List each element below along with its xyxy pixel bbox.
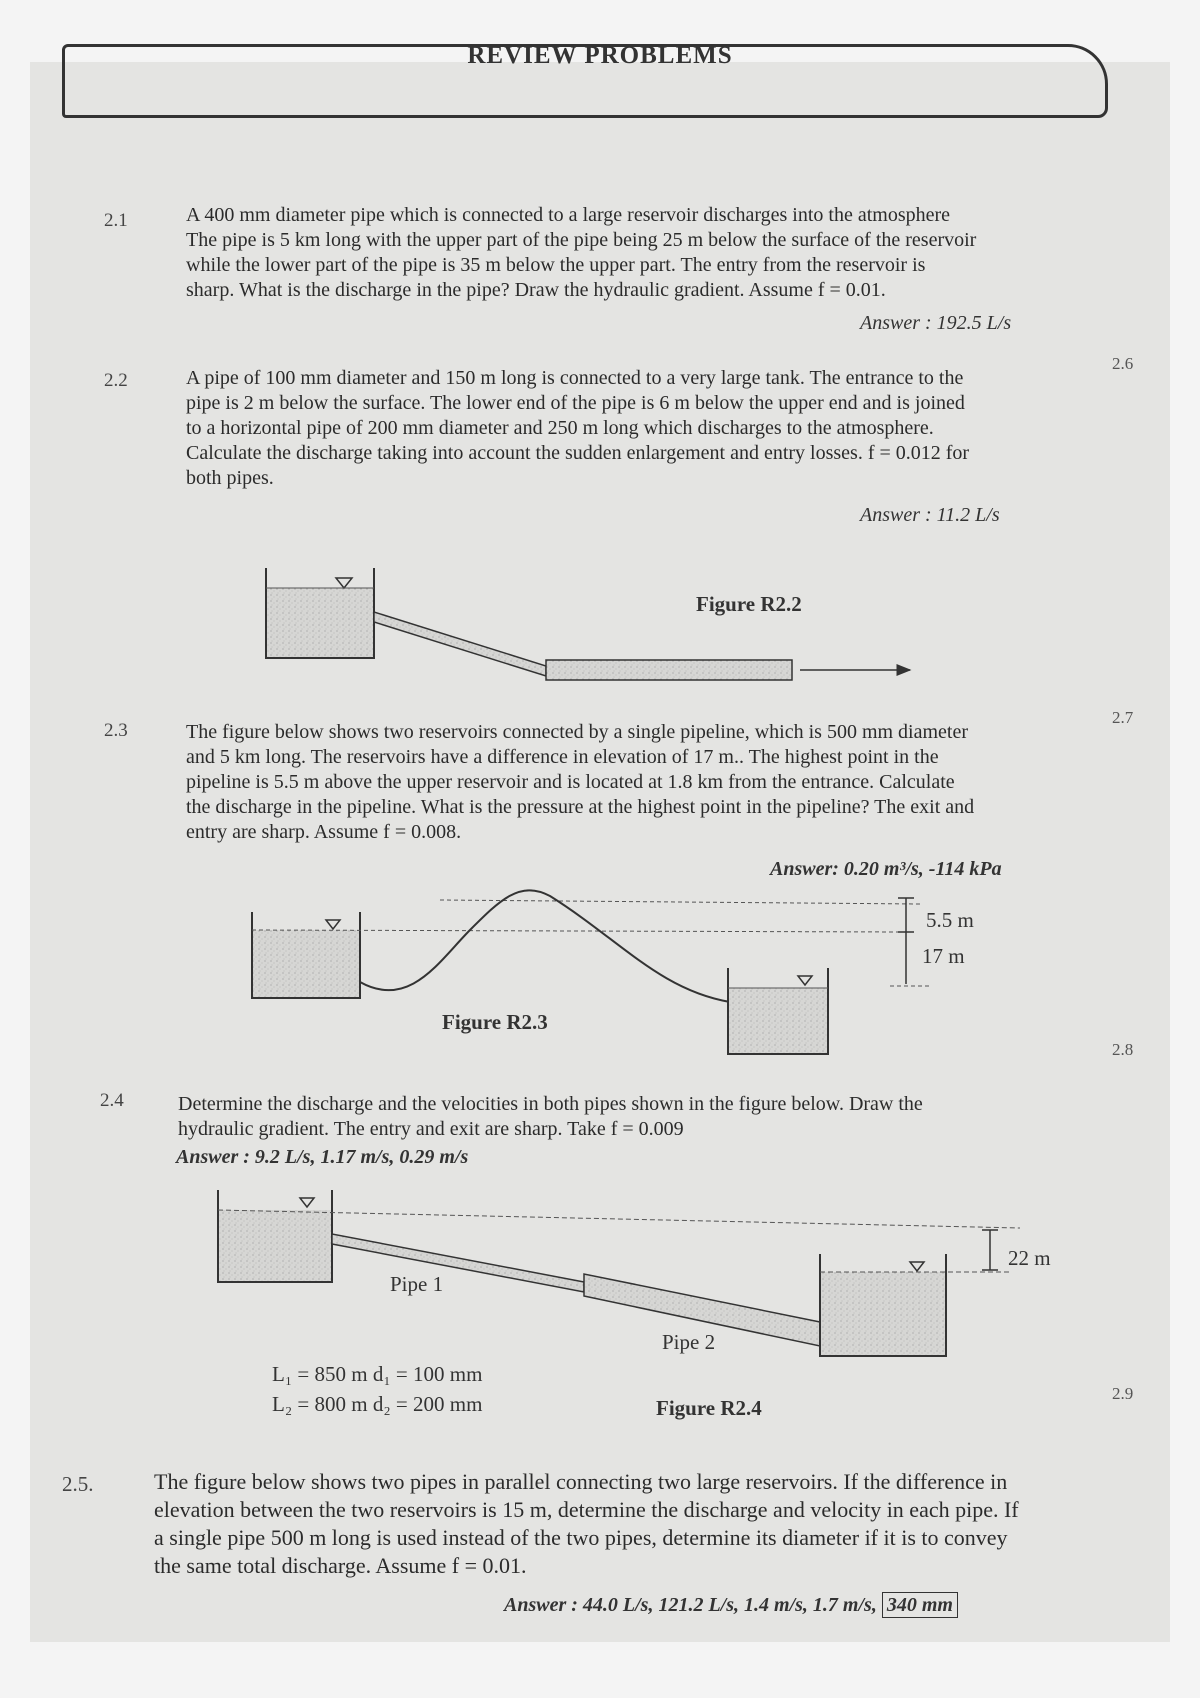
- problem-number: 2.5.: [62, 1472, 94, 1496]
- pipe-1: [332, 1234, 584, 1292]
- pipe-2: [584, 1274, 820, 1346]
- water-fill: [266, 588, 374, 658]
- answer: Answer : 192.5 L/s: [860, 312, 1012, 334]
- text-line: Determine the discharge and the velocities in both pipes shown in the figure below. Draw the: [178, 1093, 923, 1115]
- text-line: A pipe of 100 mm diameter and 150 m long is connected to a very large tank. The entrance to the: [186, 367, 964, 389]
- figure-caption: Figure R2.4: [656, 1396, 762, 1420]
- pipe-data-line: L₁ = 850 m d₁ = 100 mm: [272, 1362, 483, 1386]
- text-line: a single pipe 500 m long is used instead of the two pipes, determine its diameter if it is to convey: [154, 1525, 1008, 1550]
- text-line: entry are sharp. Assume f = 0.008.: [186, 821, 462, 843]
- text-line: A 400 mm diameter pipe which is connected to a large reservoir discharges into the atmosphere: [186, 204, 951, 226]
- pipe-data-line: L₂ = 800 m d₂ = 200 mm: [272, 1392, 483, 1416]
- pipe-label: Pipe 2: [662, 1330, 716, 1354]
- water-fill: [218, 1210, 332, 1282]
- text-line: the discharge in the pipeline. What is the pressure at the highest point in the pipeline? The exit and: [186, 796, 975, 818]
- text-line: the same total discharge. Assume f = 0.01.: [154, 1553, 527, 1578]
- answer: Answer: 0.20 m³/s, -114 kPa: [770, 858, 1002, 880]
- margin-number: 2.8: [1112, 1040, 1134, 1059]
- water-fill: [820, 1272, 946, 1356]
- text-line: and 5 km long. The reservoirs have a difference in elevation of 17 m.. The highest point in the: [186, 746, 939, 768]
- problem-number: 2.2: [104, 370, 128, 391]
- figure-caption: Figure R2.3: [442, 1010, 548, 1034]
- text-line: elevation between the two reservoirs is 15 m, determine the discharge and velocity in each pipe. If: [154, 1497, 1019, 1522]
- text-line: to a horizontal pipe of 200 mm diameter and 250 m long which discharges to the atmosphere.: [186, 417, 934, 439]
- water-fill: [728, 988, 828, 1054]
- text-line: The figure below shows two pipes in parallel connecting two large reservoirs. If the difference in: [154, 1469, 1008, 1494]
- water-level-icon: [798, 976, 812, 985]
- water-fill: [252, 930, 360, 998]
- figure-r2-3: [252, 890, 930, 1054]
- answer-boxed-value: 340 mm: [882, 1592, 958, 1618]
- text-line: pipeline is 5.5 m above the upper reservoir and is located at 1.8 km from the entrance. Calculate: [186, 771, 955, 793]
- text-line: The figure below shows two reservoirs connected by a single pipeline, which is 500 mm diameter: [186, 721, 969, 743]
- answer: Answer : 11.2 L/s: [860, 504, 1000, 526]
- margin-number: 2.6: [1112, 354, 1134, 373]
- margin-number: 2.7: [1112, 708, 1134, 727]
- problem-number: 2.4: [100, 1090, 124, 1111]
- text-line: Calculate the discharge taking into account the sudden enlargement and entry losses. f = 0.012 for: [186, 442, 970, 464]
- text-line: hydraulic gradient. The entry and exit are sharp. Take f = 0.009: [178, 1118, 684, 1140]
- text-line: pipe is 2 m below the surface. The lower end of the pipe is 6 m below the upper end and is joined: [186, 392, 965, 414]
- page-title: REVIEW PROBLEMS: [467, 42, 733, 69]
- highest-point-line: [440, 900, 920, 904]
- sloping-pipe: [374, 612, 546, 676]
- problem-number: 2.1: [104, 210, 128, 231]
- water-level-icon: [910, 1262, 924, 1271]
- problem-number: 2.3: [104, 720, 128, 741]
- figure-r2-2: [266, 568, 910, 680]
- water-level-icon: [336, 578, 352, 588]
- figure-caption: Figure R2.2: [696, 592, 802, 616]
- pipe-label: Pipe 1: [390, 1272, 444, 1296]
- water-level-icon: [326, 920, 340, 929]
- water-level-icon: [300, 1198, 314, 1207]
- text-line: sharp. What is the discharge in the pipe? Draw the hydraulic gradient. Assume f = 0.01.: [186, 279, 886, 301]
- figure-r2-4: [218, 1190, 1020, 1356]
- dimension-label: 17 m: [922, 944, 965, 968]
- answer: Answer : 9.2 L/s, 1.17 m/s, 0.29 m/s: [176, 1146, 469, 1168]
- horizontal-pipe: [546, 660, 792, 680]
- upper-water-line: [218, 1210, 1020, 1228]
- pipeline-curve: [360, 890, 730, 1002]
- dimension-label: 22 m: [1008, 1246, 1051, 1270]
- answer-text: Answer : 44.0 L/s, 121.2 L/s, 1.4 m/s, 1.7 m/s,: [504, 1594, 877, 1616]
- text-line: The pipe is 5 km long with the upper part of the pipe being 25 m below the surface of the reservoir: [186, 229, 977, 251]
- text-line: both pipes.: [186, 467, 274, 489]
- text-line: while the lower part of the pipe is 35 m below the upper part. The entry from the reservoir is: [186, 254, 926, 276]
- dimension-label: 5.5 m: [926, 908, 974, 932]
- margin-number: 2.9: [1112, 1384, 1134, 1403]
